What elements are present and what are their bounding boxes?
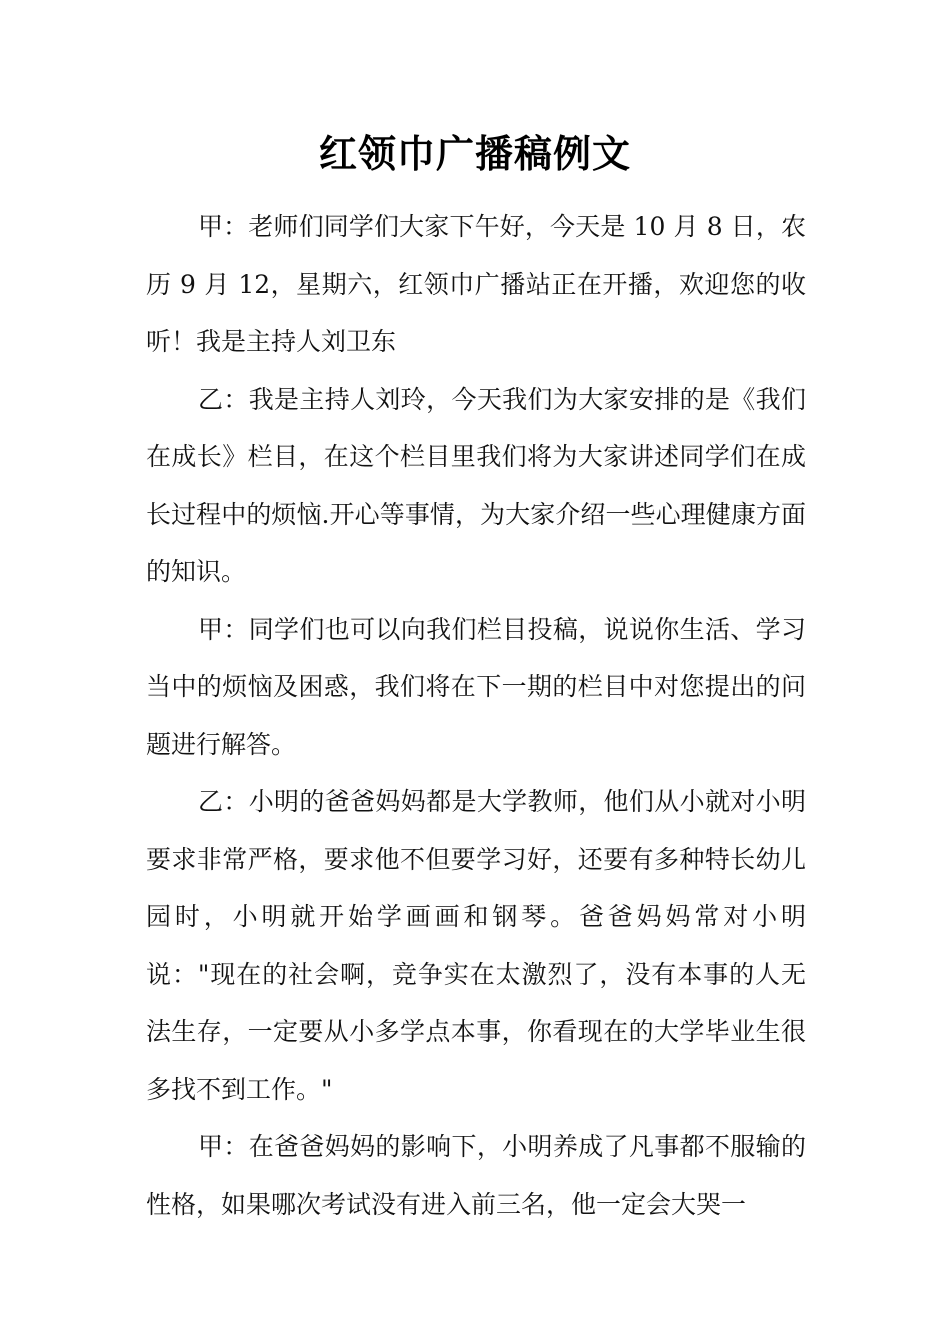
paragraph-1: 甲：老师们同学们大家下午好，今天是 10 月 8 日，农历 9 月 12，星期六，红领巾广播站正在开播，欢迎您的收听！我是主持人刘卫东 (146, 212, 806, 356)
paragraph-4: 乙：小明的爸爸妈妈都是大学教师，他们从小就对小明要求非常严格，要求他不但要学习好，还要有多种特长幼儿园时，小明就开始学画画和钢琴。爸爸妈妈常对小明说："现在的社会啊，竞争实在太激烈了，没有本事的人无法生存，一定要从小多学点本事，你看现在的大学毕业生很多找不到工作。" (146, 787, 806, 1104)
document-title: 红领巾广播稿例文 (318, 131, 631, 176)
document-body (146, 198, 806, 1233)
paragraph-2: 乙：我是主持人刘玲，今天我们为大家安排的是《我们在成长》栏目，在这个栏目里我们将为大家讲述同学们在成长过程中的烦恼.开心等事情，为大家介绍一些心理健康方面的知识。 (146, 384, 806, 586)
paragraph-5: 甲：在爸爸妈妈的影响下，小明养成了凡事都不服输的性格，如果哪次考试没有进入前三名，他一定会大哭一 (146, 1132, 806, 1219)
paragraph-3: 甲：同学们也可以向我们栏目投稿，说说你生活、学习当中的烦恼及困惑，我们将在下一期的栏目中对您提出的问题进行解答。 (146, 614, 806, 759)
